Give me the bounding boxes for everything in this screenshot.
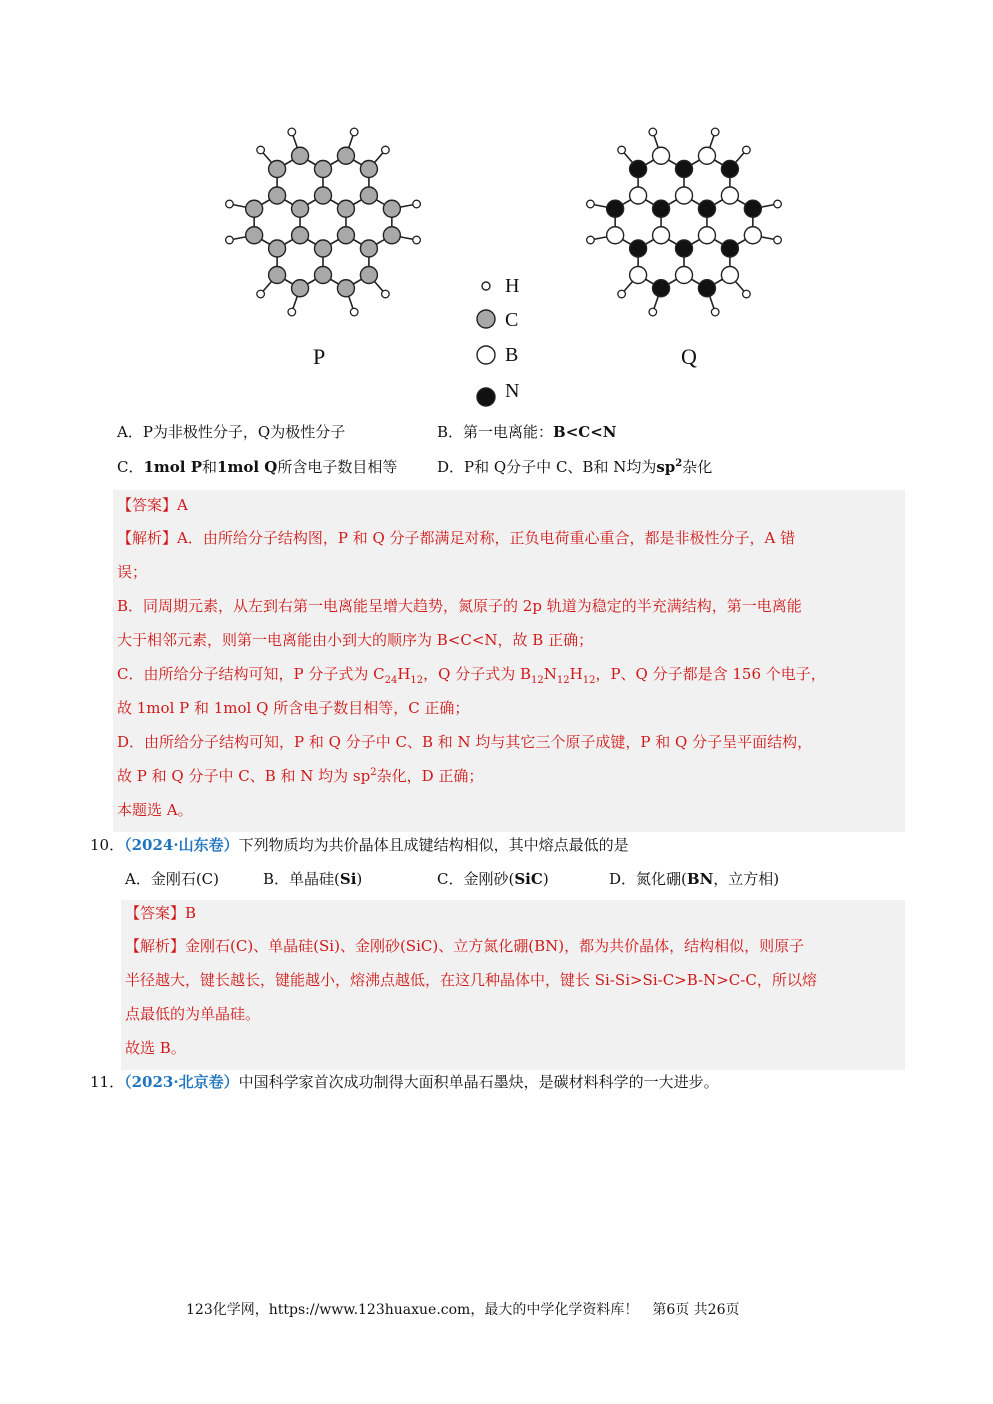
hydrogen-atom — [649, 308, 657, 316]
hydrogen-atom — [774, 200, 782, 208]
carbon-atom — [337, 147, 354, 164]
hydrogen-atom — [711, 128, 719, 136]
carbon-atom — [315, 161, 332, 178]
q9-analysis-line-9: 本题选 A。 — [117, 801, 193, 819]
hydrogen-atom — [587, 236, 595, 244]
q11-number: 11． — [90, 1073, 125, 1091]
carbon-atom — [337, 280, 354, 297]
boron-atom — [653, 147, 670, 164]
q10-stem-text: 下列物质均为共价晶体且成键结构相似，其中熔点最低的是 — [238, 836, 629, 854]
q10-stem — [90, 835, 629, 855]
atom-legend — [477, 282, 495, 406]
hydrogen-atom — [288, 308, 296, 316]
q10-option-c — [437, 869, 549, 889]
nitrogen-atom — [676, 161, 693, 178]
q9-option-c-suffix: 所含电子数目相等 — [277, 458, 398, 476]
carbon-atom — [246, 200, 263, 217]
q9-option-d-sp: sp — [656, 458, 676, 476]
boron-atom — [676, 187, 693, 204]
q9-analysis-line-3: B．同周期元素，从左到右第一电离能呈增大趋势，氮原子的 2p 轨道为稳定的半充满结构，第一电离能 — [117, 597, 802, 615]
legend-carbon-swatch — [477, 310, 495, 328]
hydrogen-atom — [774, 236, 782, 244]
hydrogen-atom — [618, 146, 626, 154]
seg: B．单晶硅( — [263, 870, 340, 888]
hydrogen-atom — [288, 128, 296, 136]
seg: H — [397, 665, 411, 683]
q10-option-a: A．金刚石(C) — [125, 870, 220, 888]
carbon-atom — [292, 280, 309, 297]
sub: 12 — [582, 675, 596, 686]
q9-analysis-line-8 — [117, 766, 483, 786]
carbon-atom — [315, 267, 332, 284]
boron-atom — [721, 187, 738, 204]
carbon-atom — [360, 240, 377, 257]
carbon-atom — [315, 187, 332, 204]
q9-option-d-prefix: D．P和 Q分子中 C、B和 N均为 — [437, 458, 657, 476]
nitrogen-atom — [653, 200, 670, 217]
q10-analysis-line-3: 点最低的为单晶硅。 — [125, 1005, 261, 1023]
q9-option-d — [437, 457, 712, 477]
seg: ，P、Q 分子都是含 156 个电子， — [595, 665, 826, 683]
q11-stem-text: 中国科学家首次成功制得大面积单晶石墨炔，是碳材料科学的一大进步。 — [238, 1073, 719, 1091]
molecule-q — [587, 128, 782, 316]
nitrogen-atom — [721, 240, 738, 257]
legend-label-b: B — [505, 344, 519, 366]
legend-hydrogen-swatch — [482, 282, 490, 290]
boron-atom — [630, 267, 647, 284]
carbon-atom — [269, 267, 286, 284]
sup: 2 — [370, 767, 377, 778]
boron-atom — [676, 267, 693, 284]
q9-option-d-suffix: 杂化 — [682, 458, 713, 476]
sub: 12 — [410, 675, 424, 686]
legend-boron-swatch — [477, 346, 495, 364]
boron-atom — [630, 187, 647, 204]
footer — [186, 1300, 740, 1320]
nitrogen-atom — [721, 161, 738, 178]
q9-analysis-line-2: 误； — [117, 563, 148, 581]
q9-option-b-value: B<C<N — [553, 423, 617, 441]
footer-site-text: 123化学网，https://www.123huaxue.com，最大的中学化学资料库！ — [186, 1302, 639, 1318]
boron-atom — [698, 147, 715, 164]
boron-atom — [698, 227, 715, 244]
carbon-atom — [337, 227, 354, 244]
q9-analysis-line-1: 【解析】A．由所给分子结构图，P 和 Q 分子都满足对称，正负电荷重心重合，都是非极性分子，A 错 — [117, 529, 796, 547]
q10-number: 10． — [90, 836, 125, 854]
hydrogen-atom — [413, 236, 421, 244]
legend-label-c: C — [505, 309, 519, 331]
seg: D．氮化硼( — [609, 870, 687, 888]
nitrogen-atom — [630, 161, 647, 178]
q9-option-c — [117, 457, 397, 477]
hydrogen-atom — [649, 128, 657, 136]
carbon-atom — [360, 267, 377, 284]
seg: C．金刚砂( — [437, 870, 515, 888]
sub: 12 — [556, 675, 570, 686]
label-p: P — [313, 344, 326, 369]
carbon-atom — [269, 161, 286, 178]
hydrogen-atom — [413, 200, 421, 208]
boron-atom — [721, 267, 738, 284]
q9-answer: 【答案】A — [117, 496, 188, 514]
carbon-atom — [292, 200, 309, 217]
legend-nitrogen-swatch — [477, 388, 495, 406]
hydrogen-atom — [587, 200, 595, 208]
q9-analysis-line-7: D．由所给分子结构可知，P 和 Q 分子中 C、B 和 N 均与其它三个原子成键，P 和 Q 分子呈平面结构， — [117, 733, 813, 751]
q10-option-b — [263, 869, 362, 889]
carbon-atom — [337, 200, 354, 217]
nitrogen-atom — [676, 240, 693, 257]
seg: H — [569, 665, 583, 683]
carbon-atom — [383, 200, 400, 217]
carbon-atom — [246, 227, 263, 244]
seg: ) — [356, 870, 363, 888]
q10-source: （2024·山东卷） — [124, 836, 239, 854]
nitrogen-atom — [698, 280, 715, 297]
carbon-atom — [269, 240, 286, 257]
q9-option-c-mol2: 1mol Q — [217, 458, 278, 476]
q9-option-b — [437, 422, 617, 442]
boron-atom — [653, 227, 670, 244]
hydrogen-atom — [743, 146, 751, 154]
q9-analysis-line-6: 故 1mol P 和 1mol Q 所含电子数目相等，C 正确； — [117, 699, 470, 717]
q9-option-c-prefix: C． — [117, 458, 144, 476]
hydrogen-atom — [226, 236, 234, 244]
nitrogen-atom — [607, 200, 624, 217]
hydrogen-atom — [257, 290, 265, 298]
nitrogen-atom — [653, 280, 670, 297]
hydrogen-atom — [226, 200, 234, 208]
seg: 故 P 和 Q 分子中 C、B 和 N 均为 sp — [117, 767, 371, 785]
nitrogen-atom — [744, 200, 761, 217]
carbon-atom — [383, 227, 400, 244]
hydrogen-atom — [618, 290, 626, 298]
footer-page-number: 第6页 共26页 — [652, 1302, 740, 1318]
seg: N — [543, 665, 557, 683]
hydrogen-atom — [257, 146, 265, 154]
q9-analysis-line-4: 大于相邻元素，则第一电离能由小到大的顺序为 B<C<N，故 B 正确； — [117, 631, 594, 649]
q10-analysis-line-4: 故选 B。 — [125, 1039, 186, 1057]
seg: BN — [686, 870, 714, 888]
seg: SiC — [514, 870, 543, 888]
hydrogen-atom — [382, 146, 390, 154]
q9-option-c-mid: 和 — [202, 458, 218, 476]
q11-stem — [90, 1072, 719, 1092]
hydrogen-atom — [382, 290, 390, 298]
q9-option-c-mol1: 1mol P — [143, 458, 202, 476]
sub: 12 — [531, 675, 544, 686]
carbon-atom — [292, 227, 309, 244]
label-q: Q — [681, 344, 697, 369]
seg: 杂化，D 正确； — [376, 767, 484, 785]
hydrogen-atom — [350, 128, 358, 136]
q9-option-d-sup: 2 — [675, 458, 683, 469]
q9-option-a: A．P为非极性分子，Q为极性分子 — [117, 423, 346, 441]
nitrogen-atom — [698, 200, 715, 217]
q10-analysis-line-2: 半径越大，键长越长，键能越小，熔沸点越低，在这几种晶体中，键长 Si-Si>Si-C>B-N>C-C，所以熔 — [125, 971, 817, 989]
carbon-atom — [315, 240, 332, 257]
legend-label-h: H — [505, 275, 520, 297]
q9-option-b-prefix: B．第一电离能： — [437, 423, 554, 441]
sub: 24 — [384, 675, 398, 686]
q9-analysis-line-5 — [117, 664, 826, 684]
hydrogen-atom — [711, 308, 719, 316]
nitrogen-atom — [630, 240, 647, 257]
seg: ，立方相) — [713, 870, 780, 888]
carbon-atom — [292, 147, 309, 164]
carbon-atom — [269, 187, 286, 204]
seg: Si — [339, 870, 357, 888]
hydrogen-atom — [350, 308, 358, 316]
carbon-atom — [360, 161, 377, 178]
q10-answer: 【答案】B — [125, 904, 197, 922]
q10-option-d — [609, 869, 779, 889]
seg: ) — [542, 870, 549, 888]
q11-source: （2023·北京卷） — [124, 1073, 239, 1091]
boron-atom — [607, 227, 624, 244]
carbon-atom — [360, 187, 377, 204]
hydrogen-atom — [743, 290, 751, 298]
seg: ，Q 分子式为 B — [423, 665, 532, 683]
boron-atom — [744, 227, 761, 244]
molecule-figure — [0, 0, 993, 420]
legend-label-n: N — [505, 380, 520, 402]
q10-analysis-line-1: 【解析】金刚石(C)、单晶硅(Si)、金刚砂(SiC)、立方氮化硼(BN)，都为共价晶体，结构相似，则原子 — [125, 937, 805, 955]
seg: C．由所给分子结构可知，P 分子式为 C — [117, 665, 385, 683]
molecule-p — [226, 128, 421, 316]
